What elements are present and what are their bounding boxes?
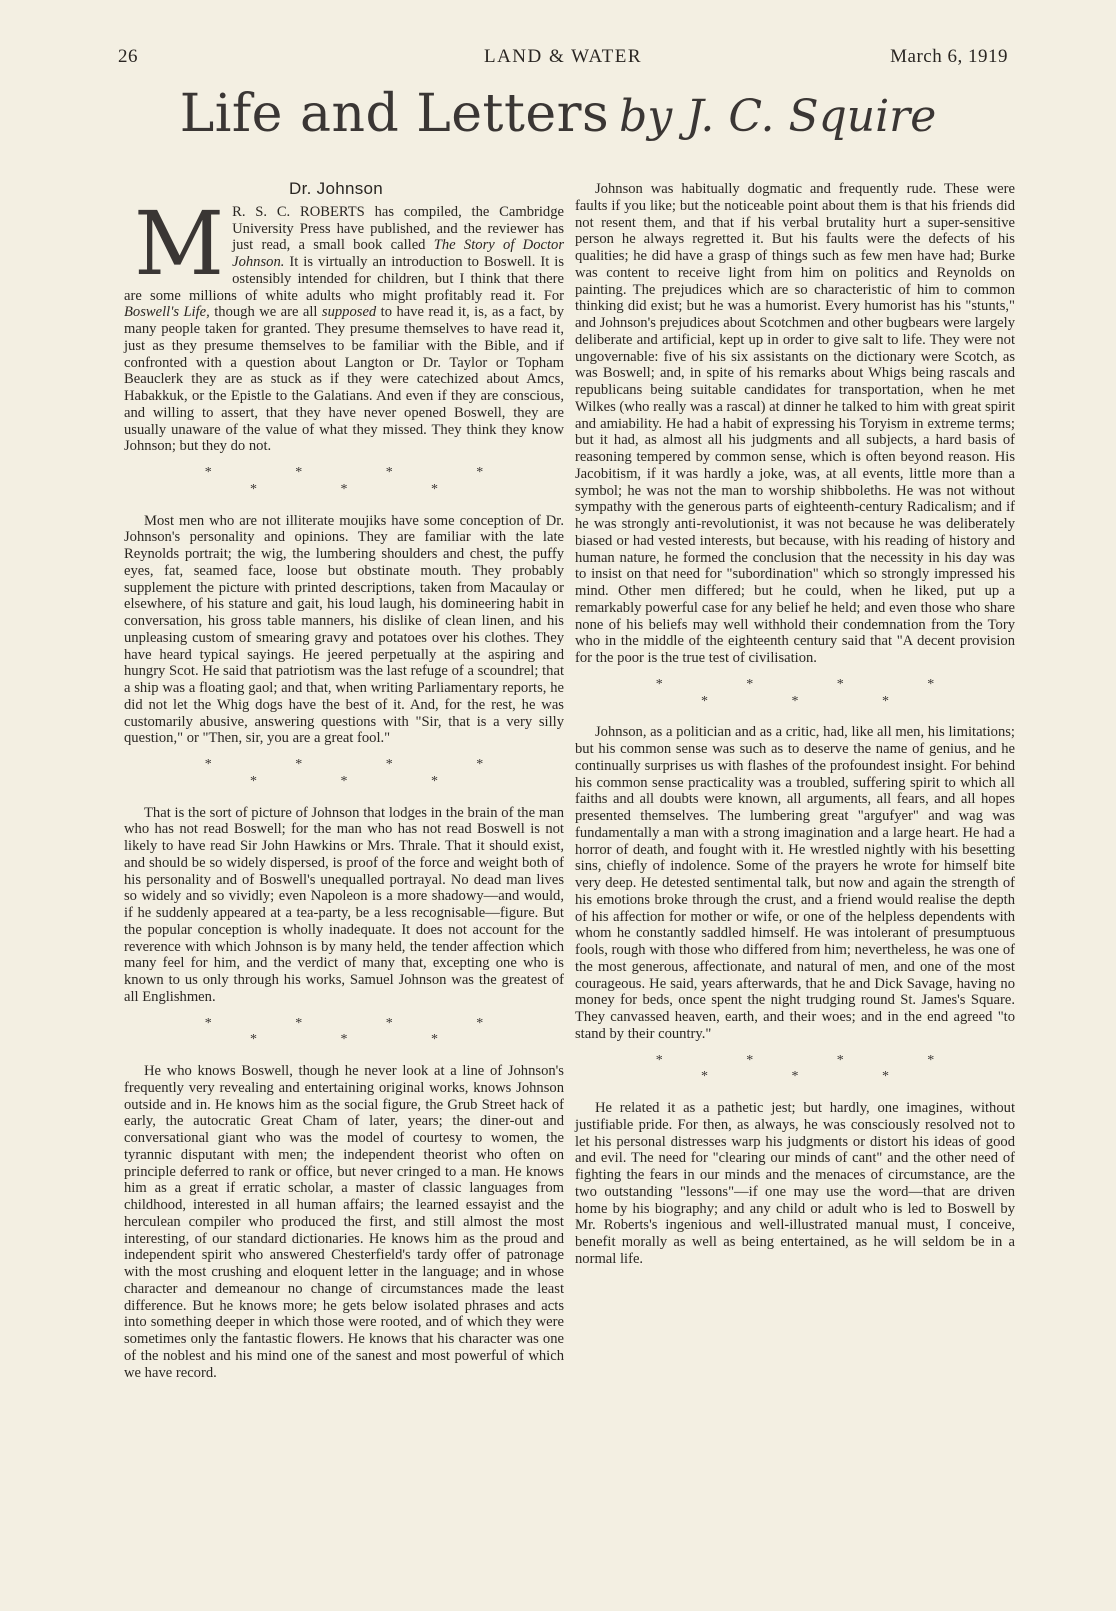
section-divider: * * * * * * * bbox=[655, 1052, 975, 1085]
column-title: Life and Letters bbox=[179, 84, 610, 144]
section-divider: * * * * * * * bbox=[204, 757, 524, 789]
masthead: LAND & WATER bbox=[483, 46, 643, 67]
paragraph-2: Most men who are not illiterate moujiks have some conception of Dr. Johnson's personality and opinions. They are familiar with the late Reynolds portrait; the wig, the lumbering shoulders and chest, the puffy eyes, fat, seamed face, loose but obstinate mouth. They probably supplement the picture with printed descriptions, taken from Macaulay or elsewhere, of his stature and gait, his loud laugh, his domineering habit in conversation, his gross table manners, his dislike of clean linen, and his unpleasing custom of smearing gravy and potatoes over his clothes. They have heard typical sayings. He jeered perpetually at the aspiring and hungry Scot. He said that patriotism was the last refuge of a scoundrel; that a ship was a floating gaol; and that, when writing Parliamentary reports, he did not let the Whig dogs have the best of it. And, for the rest, he was customarily abusive, answering questions with "Sir, that is a very silly question," or "Then, sir, you are a great fool." bbox=[124, 512, 564, 747]
paragraph-3: That is the sort of picture of Johnson that lodges in the brain of the man who has not read Boswell; for the man who has not read Boswell is not likely to have read Sir John Hawkins or Mrs. Thrale. That it should exist, and should be so widely dispersed, is proof of the force and weight both of his personality and of Boswell's unequalled portrayal. No dead man lives so widely and so vividly; even Napoleon is a more shadowy—and would, if he suddenly appeared at a tea-party, be a less recognisable—figure. But the popular conception is wholly inadequate. It does not account for the reverence with which Johnson is by many held, the tender affection which many feel for him, and the verdict of many that, excepting one who is known to us only through his works, Samuel Johnson was the greatest of all Englishmen. bbox=[124, 804, 564, 1005]
paragraph-1: M R. S. C. ROBERTS has compiled, the Cambridge University Press have published, and the reviewer has just read, a small book called The Story of Doctor Johnson. It is virtually an introduction to Boswell. It is ostensibly intended for children, but I think that there are some millions of white adults who might profitably read it. For Boswell's Life, though we are all supposed to have read it, is, as a fact, by many people taken for granted. They presume themselves to have read it, just as they presume themselves to be familiar with the Bible, and if confronted with a question about Langton or Dr. Taylor or Topham Beauclerk they are as stuck as if they were catechized about Amcs, Habakkuk, or the Epistle to the Galatians. And even if they are conscious, and willing to assert, that they have never opened Boswell, they are usually unaware of the value of what they missed. They think they know Johnson; but they do not. bbox=[124, 191, 564, 455]
section-divider: * * * * * * * bbox=[655, 676, 975, 709]
paragraph-4: He who knows Boswell, though he never look at a line of Johnson's frequently very revealing and entertaining original works, knows Johnson outside and in. He knows him as the social figure, the Grub Street hack of early, the autocratic Great Cham of later, years; the diner-out and conversational giant who was the model of courtesy to women, the tyrannic disputant with men; the independent theorist who often on principle deferred to rank or office, but never cringed to a man. He knows him as a great if erratic scholar, a master of classic languages from childhood, interested in all human affairs; the learned essayist and the herculean compiler who produced the first, and still almost the most interesting, of our standard dictionaries. He knows him as the proud and independent spirit who answered Chesterfield's tardy offer of patronage with the most crushing and eloquent letter in the language; and in whose character and demeanour no change of circumstances made the least difference. But he knows more; he gets below isolated phrases and acts into something deeper in which those were rooted, and of which they were sometimes only the fantastic flowers. He knows that his character was one of the noblest and his mind one of the sanest and most powerful of which we have record. bbox=[124, 1063, 564, 1381]
issue-date: March 6, 1919 bbox=[890, 46, 1008, 67]
paragraph-5: Johnson was habitually dogmatic and frequently rude. These were faults if you like; but the noticeable point about them is that his friends did not resent them, and that if his verbal brutality hurt a super-sensitive person he always regretted it. But his faults were the defects of his qualities; he did have a grasp of things such as few men have had; Burke was content to receive light from him on politics and Reynolds on painting. The prejudices which are so characteristic of him to common thinking did exist; but he was a humorist. Every humorist has his "stunts," and Johnson's prejudices about Scotchmen and other bugbears were largely deliberate and artificial, kept up in order to give salt to life. They were not ungovernable: five of his six assistants on the dictionary were Scotch, as was Boswell; and, in spite of his remarks about Whigs being rascals and republicans being suitable candidates for transportation, when he met Wilkes (who really was a rascal) at dinner he talked to him with great spirit and amiability. He had a habit of expressing his Toryism in extreme terms; but it had, as almost all his judgments and all subjects, a hard basis of reasoning tempered by common sense, which is often beyond reason. His Jacobitism, if it was hardly a joke, was, at all events, little more than a symbol; he was not the man to worship shibboleths. He was not without sympathy with the generous parts of eighteenth-century Radicalism; and if he was strongly anti-revolutionist, it was not because he was deliberately biased or had vested interests, but because, with his reading of history and human nature, he formed the conclusion that the necessity in his day was to insist on that need for "subordination" which so strongly impressed his mind. Other men differed; but he could, when he liked, put up a remarkably powerful case for any belief he held; and even those who share none of his beliefs may well withhold their condemnation from the Tory who in the middle of the eighteenth century said that "A decent provision for the poor is the true test of civilisation. bbox=[575, 181, 1015, 666]
section-divider: * * * * * * * bbox=[204, 1015, 524, 1048]
paragraph-6: Johnson, as a politician and as a critic, had, like all men, his limitations; but his common sense was such as to deserve the name of genius, and he continually surprises us with flashes of the profoundest insight. For behind his common sense practicality was a troubled, suffering spirit to which all faiths and all doubts were known, all arguments, all fears, and all hopes presented themselves. The lumbering great "argufyer" and wag was fundamentally a man with a strong imagination and a large heart. He had a horror of death, and fought with it. He wrestled nightly with his besetting sins, chiefly of indolence. Some of the prayers he wrote for himself bite very deep. He detested sentimental talk, but now and again the strength of his emotions broke through the crust, and a friend would realise the depth of his affection for mother or wife, or one of the helpless dependents with whom he constantly saddled himself. He was intolerant of presumptuous fools, rough with those who differed from him; nevertheless, he was one of the most generous, affectionate, and natural of men, and one of the most courageous. He said, years afterwards, that he and Dick Savage, having no money for beds, once spent the night trudging round St. James's Square. They canvassed heaven, earth, and their woes; and in the end agreed "to stand by their country." bbox=[575, 724, 1015, 1042]
page-number: 26 bbox=[118, 46, 138, 67]
article-title: Dr. Johnson bbox=[289, 179, 384, 198]
left-column bbox=[124, 181, 564, 1381]
page-title bbox=[0, 84, 1116, 164]
byline: by J. C. Squire bbox=[619, 91, 937, 142]
right-column bbox=[575, 181, 1015, 1268]
section-divider: * * * * * * * bbox=[204, 465, 524, 497]
paragraph-7: He related it as a pathetic jest; but hardly, one imagines, without justifiable pride. For then, as always, he was consciously resolved not to let his personal distresses warp his judgments or distort his ideas of good and evil. The need for "clearing our minds of cant" and the other need of fighting the fears in our minds and the menaces of circumstance, are the two outstanding "lessons"—if one may use the word—that are driven home by his biography; and any child or adult who is led to Boswell by Mr. Roberts's ingenious and well-illustrated manual must, I conceive, benefit morally as well as being entertained, as he will seldom be in a normal life. bbox=[575, 1100, 1015, 1267]
running-head bbox=[118, 46, 1008, 72]
drop-cap: M bbox=[134, 191, 225, 295]
